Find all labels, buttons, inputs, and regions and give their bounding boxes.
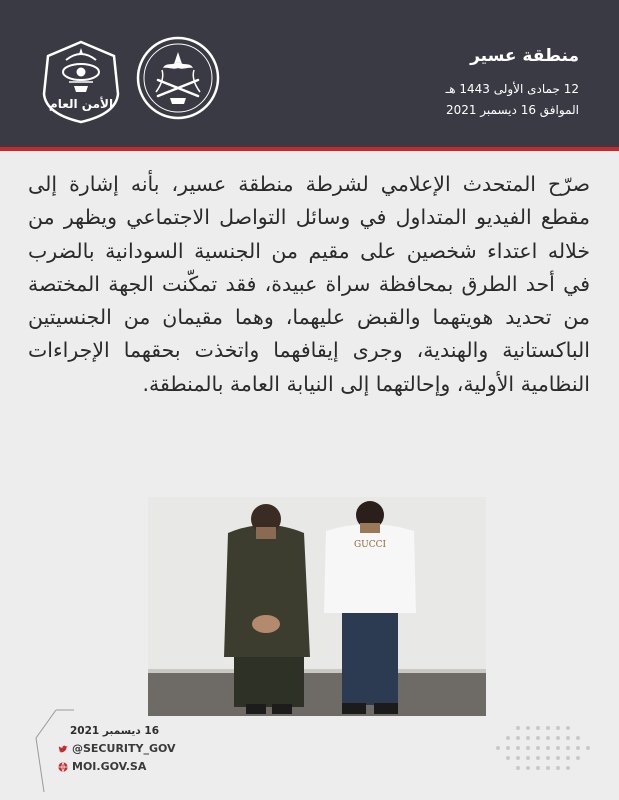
twitter-icon — [58, 744, 68, 754]
accent-divider — [0, 147, 619, 151]
suspects-photo — [148, 497, 486, 716]
decorative-dot-pattern — [490, 722, 600, 782]
statement-paragraph: صرّح المتحدث الإعلامي لشرطة منطقة عسير، بأنه إشارة إلى مقطع الفيديو المتداول في وسائل التواصل الاجتماعي ويظهر من خلاله اعتداء شخصين على مقيم من الجنسية السودانية بالضرب في أحد الطرق بمحافظة سراة عبيدة، فقد تمكّنت الجهة المختصة من تحديد هويتهما والقبض عليهما، وهما مقيمان من الجنسيتين الباكستانية والهندية، وجرى إيقافهما واتخذت بحقهما الإجراءات النظامية الأولية، وإحالتهما إلى النيابة العامة بالمنطقة. — [28, 172, 590, 396]
hijri-date: 12 جمادى الأولى 1443 هـ — [445, 82, 579, 96]
twitter-handle[interactable]: @SECURITY_GOV — [72, 742, 176, 755]
region-title: منطقة عسير — [470, 46, 579, 66]
public-security-logo — [36, 36, 126, 126]
footer-date: 16 ديسمبر 2021 — [70, 725, 160, 737]
website-link[interactable]: MOI.GOV.SA — [72, 760, 147, 773]
gregorian-date: الموافق 16 ديسمبر 2021 — [445, 103, 579, 117]
website-row[interactable] — [58, 760, 146, 773]
header-banner — [0, 0, 619, 147]
globe-icon — [58, 762, 68, 772]
twitter-handle-row[interactable] — [58, 742, 176, 755]
svg-text:GUCCI: GUCCI — [353, 540, 387, 550]
svg-text:الأمن العام: الأمن العام — [48, 97, 114, 111]
saudi-emblem-logo — [136, 36, 220, 120]
